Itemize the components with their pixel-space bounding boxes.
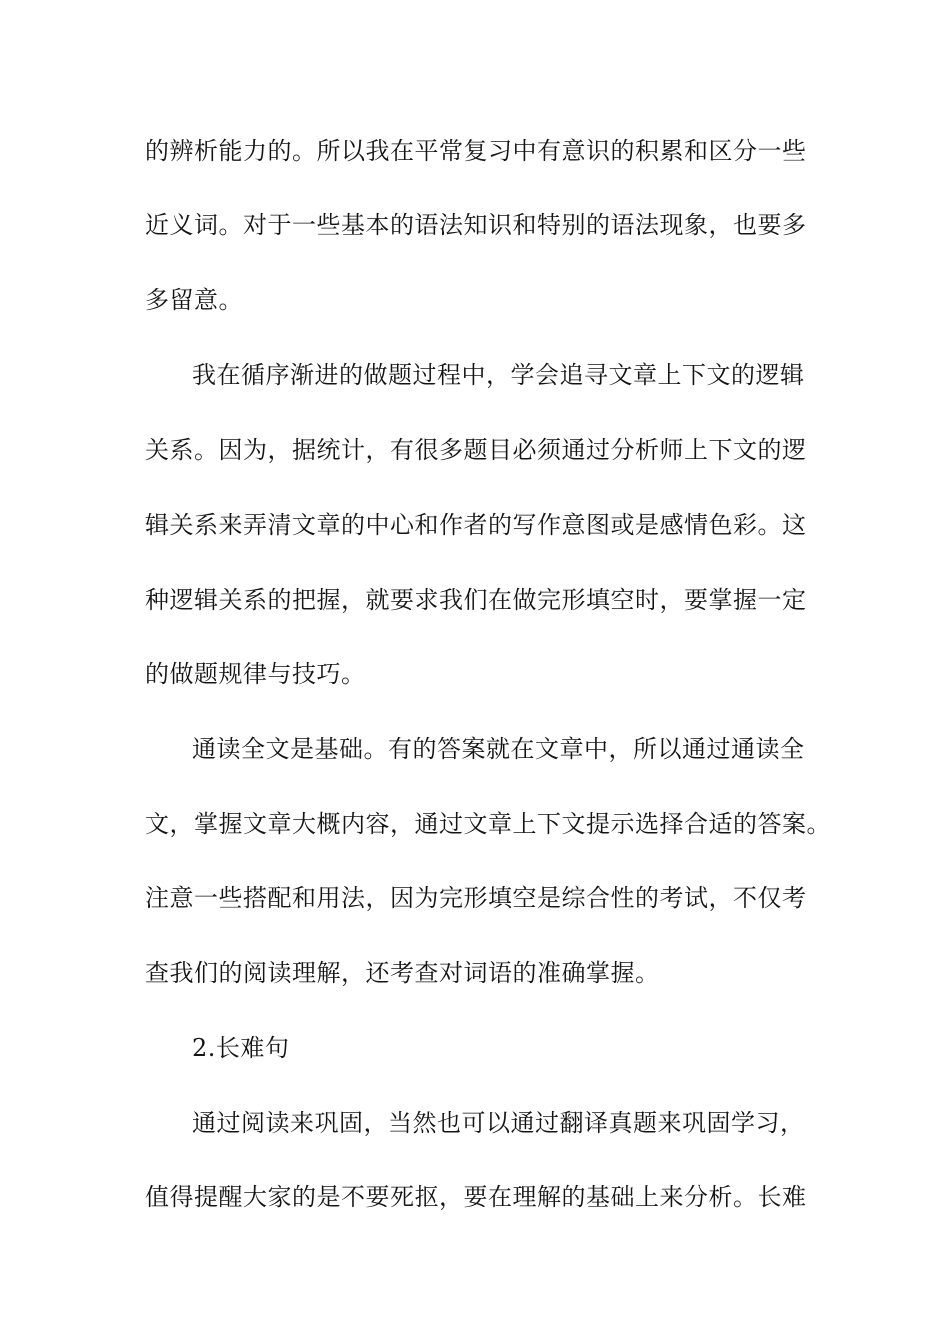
text-line: 关系。因为，据统计，有很多题目必须通过分析师上下文的逻 [145, 436, 807, 464]
text-line: 查我们的阅读理解，还考查对词语的准确掌握。 [145, 959, 660, 987]
text-line: 种逻辑关系的把握，就要求我们在做完形填空时，要掌握一定 [145, 586, 807, 614]
text-line: 的辨析能力的。所以我在平常复习中有意识的积累和区分一些 [145, 137, 807, 165]
text-line: 辑关系来弄清文章的中心和作者的写作意图或是感情色彩。这 [145, 511, 807, 539]
paragraph-start-line: 我在循序渐进的做题过程中，学会追寻文章上下文的逻辑 [192, 361, 805, 389]
paragraph-start-line: 通读全文是基础。有的答案就在文章中，所以通过通读全 [192, 735, 805, 763]
text-line: 近义词。对于一些基本的语法知识和特别的语法现象，也要多 [145, 211, 807, 239]
text-line: 值得提醒大家的是不要死抠，要在理解的基础上来分析。长难 [145, 1183, 807, 1211]
text-line: 文，掌握文章大概内容，通过文章上下文提示选择合适的答案。 [145, 810, 831, 838]
text-line: 的做题规律与技巧。 [145, 660, 366, 688]
section-heading: 2.长难句 [192, 1034, 290, 1062]
text-line: 注意一些搭配和用法，因为完形填空是综合性的考试，不仅考 [145, 884, 807, 912]
text-line: 多留意。 [145, 286, 243, 314]
paragraph-start-line: 通过阅读来巩固，当然也可以通过翻译真题来巩固学习， [192, 1109, 805, 1137]
